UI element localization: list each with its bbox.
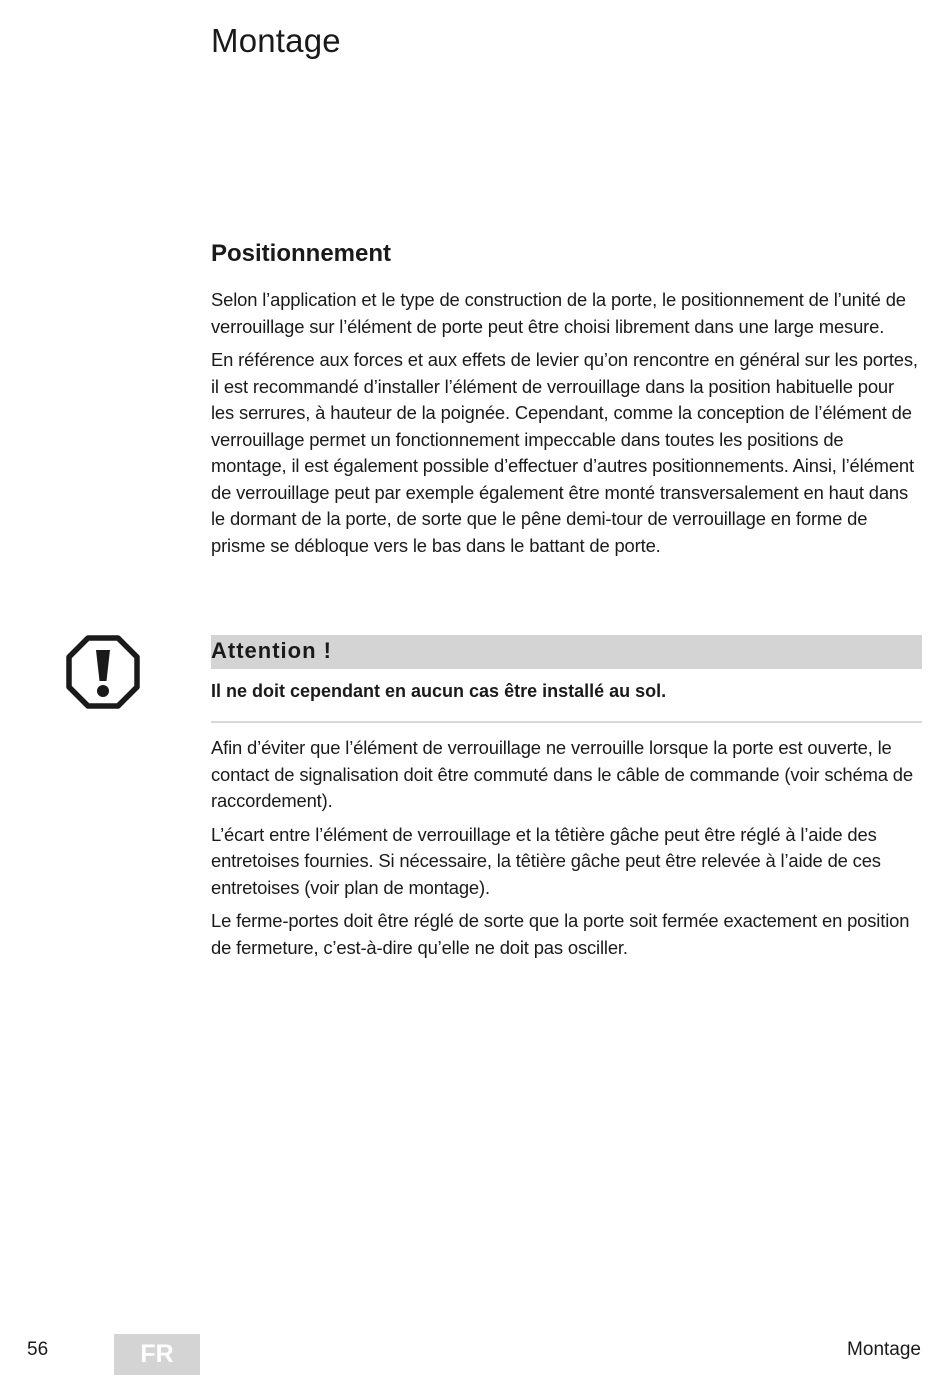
paragraph: Selon l’application et le type de construction de la porte, le positionnement de l’unité de verrouillage sur l’élément de porte peut être choisi librement dans une large mesure.	[211, 289, 906, 337]
paragraph: Le ferme-portes doit être réglé de sorte que la porte soit fermée exactement en position de fermeture, c’est-à-dire qu’elle ne doit pas osciller.	[211, 910, 910, 958]
section-heading: Positionnement	[211, 240, 392, 267]
divider	[211, 721, 922, 723]
paragraph: L’écart entre l’élément de verrouillage et la têtière gâche peut être réglé à l’aide des entretoises fournies. Si nécessaire, la têtière gâche peut être relevée à l’aide de ces entretoises (voir plan de montage).	[211, 823, 881, 898]
language-badge: FR	[114, 1334, 200, 1375]
body-text-block	[211, 735, 921, 968]
attention-title: Attention !	[211, 638, 332, 663]
attention-banner	[211, 635, 922, 669]
paragraph: En référence aux forces et aux effets de levier qu’on rencontre en général sur les portes, il est recommandé d’installer l’élément de verrouillage dans la position habituelle pour les serrures, à hauteur de la poignée. Cependant, comme la conception de l’élément de verrouillage permet un fonctionnement impeccable dans toutes les positions de montage, il est également possible d’effectuer d’autres positionnements. Ainsi, l’élément de verrouillage peut par exemple également être monté transversalement en haut dans le dormant de la porte, de sorte que le pêne demi-tour de verrouillage en forme de prisme se débloque vers le bas dans le battant de porte.	[211, 349, 918, 556]
footer-section-name: Montage	[847, 1339, 921, 1360]
paragraph: Afin d’éviter que l’élément de verrouillage ne verrouille lorsque la porte est ouverte, le contact de signalisation doit être commuté dans le câble de commande (voir schéma de raccordement).	[211, 737, 913, 811]
attention-text: Il ne doit cependant en aucun cas être installé au sol.	[211, 681, 667, 701]
intro-text-block	[211, 287, 921, 566]
chapter-title: Montage	[211, 22, 341, 59]
page-number: 56	[27, 1339, 49, 1360]
warning-octagon-exclamation-icon	[66, 635, 140, 709]
